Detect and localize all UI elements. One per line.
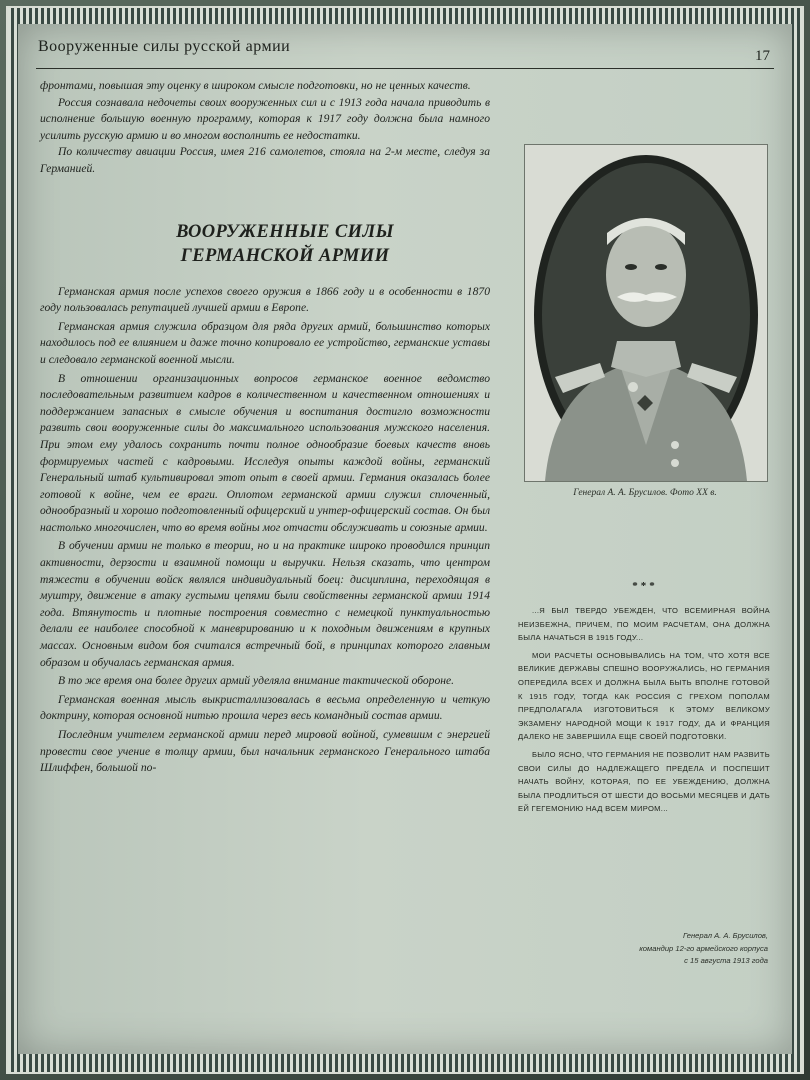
attribution-line: Генерал А. А. Брусилов,	[682, 931, 768, 940]
section-body	[40, 284, 490, 777]
separator-stars: ***	[632, 580, 658, 592]
paragraph: Германская военная мысль выкристаллизовалась в весьма определенную и четкую доктрину, которая основной нитью прошла через весь командный состав армии.	[40, 692, 490, 723]
paragraph: Последним учителем германской армии перед мировой войной, сумевшим с энергией провести свое учение в толщу армии, был начальник германского Генерального штаба Шлиффен, большой по-	[40, 728, 490, 775]
running-head: Вооруженные силы русской армии	[38, 38, 291, 55]
page	[18, 24, 792, 1054]
attribution-line: командир 12-го армейского корпуса	[639, 943, 768, 953]
photo-caption: Генерал А. А. Брусилов. Фото XX в.	[573, 488, 717, 498]
quote-paragraph: ...Я БЫЛ ТВЕРДО УБЕЖДЕН, ЧТО ВСЕМИРНАЯ ВОЙНА НЕИЗБЕЖНА, ПРИЧЕМ, ПО МОИМ РАСЧЕТАМ, ОНА ДОЛЖНА БЫЛА НАЧАТЬСЯ В 1915 ГОДУ...	[518, 606, 770, 643]
section-title	[80, 220, 490, 268]
quote-paragraph: МОИ РАСЧЕТЫ ОСНОВЫВАЛИСЬ НА ТОМ, ЧТО ХОТЯ ВСЕ ВЕЛИКИЕ ДЕРЖАВЫ СПЕШНО ВООРУЖАЛИСЬ, НО ГЕРМАНИЯ ОПЕРЕДИЛА ВСЕХ И ДОЛЖНА БЫЛА БЫТЬ ВПОЛНЕ ГОТОВОЙ К 1915 ГОДУ, ТОГДА КАК РОССИЯ С ГРЕХОМ ПОПОЛАМ ПРЕДПОЛАГАЛА ИЗГОТОВИТЬСЯ К ЭТОМУ ВЕЛИКОМУ ЭКЗАМЕНУ НАРОДНОЙ МОЩИ К 1917 ГОДУ, ДА И ФРАНЦИЯ ДАЛЕКО НЕ ЗАВЕРШИЛА ЕЩЕ СВОЕЙ ПОДГОТОВКИ.	[518, 650, 770, 742]
paragraph: В обучении армии не только в теории, но и на практике широко проводился принцип активности, дерзости и взаимной помощи и выручки. Нельзя сказать, что центром тяжести в обучении войск являлся индивидуальный боец: дисциплина, переходящая в муштру, движение в атаку густыми цепями были свойственны германской армии 1914 года. Втянутость и плотные построения совместно с немецкой пунктуальностью делали ее наиболее способной к маневрированию и к походным движениям в крупных массах. Основным видом боя считался встречный бой, в принципах которого главным образом и обучалась германская армия.	[40, 539, 490, 669]
quote-attribution	[518, 930, 768, 968]
portrait-image	[525, 145, 767, 481]
attribution-line: с 15 августа 1913 года	[684, 956, 768, 966]
paragraph: В отношении организационных вопросов германское военное ведомство последовательным развитием кадров в количественном и качественном отношениях и поддержанием запасных в смысле обучения и воспитания достигло возможности развить свои вооруженные силы до максимального использования мужского населения. При этом ему удалось сохранить почти полное однообразие боевых качеств вновь формируемых частей с кадровыми. Исследуя опыты каждой войны, германский Генеральный штаб культивировал этот опыт в своей армии. Германия оказалась более готовой к войне, чем ее враги. Оплотом германской армии служил сплоченный, однообразный и хорошо подготовленный офицерский и унтер-офицерский состав. Он был настолько многочислен, что во время войны мог отчасти обслуживать и союзные армии.	[40, 371, 491, 534]
quote-block	[518, 604, 770, 820]
paragraph: В то же время она более других армий уделяла внимание тактической обороне.	[58, 674, 455, 688]
paragraph: По количеству авиации Россия, имея 216 самолетов, стояла на 2-м месте, следуя за Германией.	[40, 145, 490, 175]
section-title-line: ВООРУЖЕННЫЕ СИЛЫ	[176, 221, 394, 242]
section-title-line: ГЕРМАНСКОЙ АРМИИ	[180, 245, 390, 266]
paragraph: Германская армия после успехов своего оружия в 1866 году и в особенности в 1870 году пользовалась репутацией лучшей армии в Европе.	[40, 284, 490, 315]
intro-text	[40, 78, 490, 178]
header-rule	[36, 68, 774, 69]
paragraph: фронтами, повышая эту оценку в широком смысле подготовки, но не ценных качеств.	[40, 79, 471, 92]
portrait-photo	[524, 144, 768, 482]
paragraph: Германская армия служила образцом для ряда других армий, большинство которых находилось под ее влиянием и даже точно копировало ее устройство, германские уставы и следовало германской военной мысли.	[40, 319, 490, 366]
paragraph: Россия сознавала недочеты своих вооруженных сил и с 1913 года начала приводить в исполнение большую военную программу, которая к 1917 году должна была намного усилить русскую армию и во многом восполнить ее недостатки.	[40, 95, 490, 142]
page-number: 17	[755, 48, 770, 64]
quote-paragraph: БЫЛО ЯСНО, ЧТО ГЕРМАНИЯ НЕ ПОЗВОЛИТ НАМ РАЗВИТЬ СВОИ СИЛЫ ДО НАДЛЕЖАЩЕГО ПРЕДЕЛА И ПОСПЕШИТ НАЧАТЬ ВОЙНУ, КОТОРАЯ, ПО ЕЕ УБЕЖДЕНИЮ, ДОЛЖНА БЫЛА ПРОДЛИТЬСЯ ОТ ШЕСТИ ДО ВОСЬМИ МЕСЯЦЕВ И ДАТЬ ЕЙ ГЕГЕМОНИЮ НАД ВСЕМ МИРОМ...	[518, 749, 770, 814]
main-column	[40, 78, 490, 779]
